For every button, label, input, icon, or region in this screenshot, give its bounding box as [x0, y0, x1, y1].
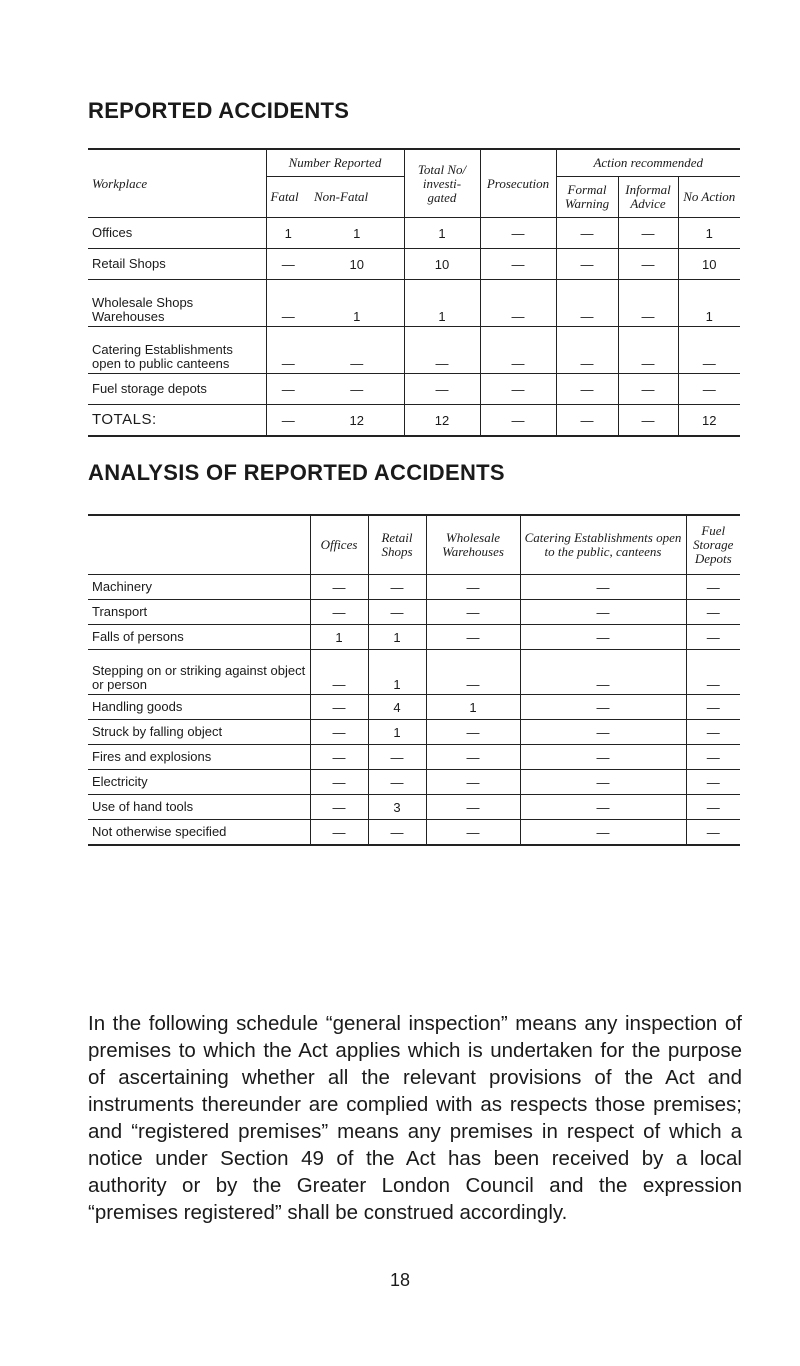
- cell-offices: —: [310, 745, 368, 770]
- cell-wholesale: 1: [426, 695, 520, 720]
- cell-non-fatal: 1: [310, 218, 404, 249]
- cell-retail: —: [368, 745, 426, 770]
- cell-catering: —: [520, 770, 686, 795]
- row-label: Wholesale Shops Warehouses: [88, 280, 266, 327]
- table-row: [88, 820, 740, 846]
- reported-accidents-table: [88, 148, 740, 437]
- cell-prosecution: —: [480, 405, 556, 437]
- table-header-row: [88, 515, 740, 575]
- cell-prosecution: —: [480, 327, 556, 374]
- cell-retail: 4: [368, 695, 426, 720]
- row-label: Fires and explosions: [88, 745, 310, 770]
- cell-prosecution: —: [480, 249, 556, 280]
- row-label: Not otherwise specified: [88, 820, 310, 846]
- cell-informal-advice: —: [618, 374, 678, 405]
- table-row: [88, 720, 740, 745]
- table-row: [88, 218, 740, 249]
- cell-catering: —: [520, 820, 686, 846]
- cell-informal-advice: —: [618, 218, 678, 249]
- cell-retail: 1: [368, 720, 426, 745]
- table-row: [88, 374, 740, 405]
- cell-offices: —: [310, 720, 368, 745]
- table-row: [88, 327, 740, 374]
- analysis-table: [88, 514, 740, 846]
- cell-offices: —: [310, 695, 368, 720]
- col-header-workplace: Workplace: [88, 149, 266, 218]
- col-header-no-action: No Action: [678, 177, 740, 218]
- row-label: Machinery: [88, 575, 310, 600]
- table-row: [88, 745, 740, 770]
- cell-wholesale: —: [426, 600, 520, 625]
- col-header-action-recommended: Action recommended: [556, 149, 740, 177]
- cell-offices: —: [310, 600, 368, 625]
- cell-fuel: —: [686, 575, 740, 600]
- cell-wholesale: —: [426, 625, 520, 650]
- cell-wholesale: —: [426, 575, 520, 600]
- cell-wholesale: —: [426, 745, 520, 770]
- cell-fatal: 1: [266, 218, 310, 249]
- cell-catering: —: [520, 720, 686, 745]
- cell-catering: —: [520, 695, 686, 720]
- col-header-informal-advice: Informal Advice: [618, 177, 678, 218]
- table-row: [88, 575, 740, 600]
- row-label: Stepping on or striking against object or person: [88, 650, 310, 695]
- col-header-retail-shops: Retail Shops: [368, 515, 426, 575]
- cell-no-action: 1: [678, 218, 740, 249]
- col-header-fuel-storage: Fuel Storage Depots: [686, 515, 740, 575]
- table-header-row: [88, 149, 740, 177]
- cell-catering: —: [520, 795, 686, 820]
- cell-no-action: —: [678, 374, 740, 405]
- cell-offices: —: [310, 575, 368, 600]
- cell-wholesale: —: [426, 795, 520, 820]
- cell-prosecution: —: [480, 374, 556, 405]
- cell-non-fatal: 12: [310, 405, 404, 437]
- cell-retail: 1: [368, 625, 426, 650]
- cell-wholesale: —: [426, 770, 520, 795]
- col-header-wholesale-warehouses: Wholesale Warehouses: [426, 515, 520, 575]
- table-row: [88, 795, 740, 820]
- row-label: Falls of persons: [88, 625, 310, 650]
- cell-offices: —: [310, 770, 368, 795]
- cell-retail: —: [368, 575, 426, 600]
- cell-fuel: —: [686, 820, 740, 846]
- table-row: [88, 695, 740, 720]
- cell-formal-warning: —: [556, 218, 618, 249]
- cell-informal-advice: —: [618, 327, 678, 374]
- cell-catering: —: [520, 745, 686, 770]
- cell-no-action: —: [678, 327, 740, 374]
- cell-prosecution: —: [480, 218, 556, 249]
- table-row: [88, 280, 740, 327]
- cell-offices: —: [310, 650, 368, 695]
- cell-retail: 1: [368, 650, 426, 695]
- row-label: Handling goods: [88, 695, 310, 720]
- cell-total: 12: [404, 405, 480, 437]
- row-label: Use of hand tools: [88, 795, 310, 820]
- cell-retail: —: [368, 770, 426, 795]
- cell-non-fatal: —: [310, 327, 404, 374]
- col-header-number-reported: Number Reported: [266, 149, 404, 177]
- col-header-blank: [88, 515, 310, 575]
- cell-no-action: 1: [678, 280, 740, 327]
- cell-fatal: —: [266, 405, 310, 437]
- cell-retail: —: [368, 600, 426, 625]
- cell-fuel: —: [686, 695, 740, 720]
- cell-offices: 1: [310, 625, 368, 650]
- cell-wholesale: —: [426, 650, 520, 695]
- cell-no-action: 12: [678, 405, 740, 437]
- col-header-fatal: Fatal: [266, 177, 310, 218]
- cell-formal-warning: —: [556, 280, 618, 327]
- cell-total: —: [404, 374, 480, 405]
- cell-catering: —: [520, 650, 686, 695]
- cell-total: 1: [404, 218, 480, 249]
- row-label: Electricity: [88, 770, 310, 795]
- cell-informal-advice: —: [618, 249, 678, 280]
- cell-non-fatal: —: [310, 374, 404, 405]
- cell-fatal: —: [266, 249, 310, 280]
- cell-catering: —: [520, 575, 686, 600]
- cell-fuel: —: [686, 745, 740, 770]
- cell-formal-warning: —: [556, 327, 618, 374]
- cell-prosecution: —: [480, 280, 556, 327]
- row-label: Transport: [88, 600, 310, 625]
- row-label: Fuel storage depots: [88, 374, 266, 405]
- row-label: TOTALS:: [88, 405, 266, 437]
- table-row: [88, 625, 740, 650]
- table-row: [88, 650, 740, 695]
- cell-fuel: —: [686, 795, 740, 820]
- col-header-formal-warning: Formal Warning: [556, 177, 618, 218]
- cell-offices: —: [310, 795, 368, 820]
- totals-row: [88, 405, 740, 437]
- cell-fuel: —: [686, 770, 740, 795]
- cell-total: 10: [404, 249, 480, 280]
- row-label: Offices: [88, 218, 266, 249]
- cell-formal-warning: —: [556, 374, 618, 405]
- col-header-non-fatal: Non-Fatal: [310, 177, 404, 218]
- col-header-total-investigated: Total No/ investi- gated: [404, 149, 480, 218]
- cell-fatal: —: [266, 374, 310, 405]
- cell-retail: 3: [368, 795, 426, 820]
- cell-formal-warning: —: [556, 249, 618, 280]
- cell-total: —: [404, 327, 480, 374]
- cell-non-fatal: 1: [310, 280, 404, 327]
- page-title: REPORTED ACCIDENTS: [88, 98, 350, 123]
- cell-fatal: —: [266, 327, 310, 374]
- cell-fuel: —: [686, 720, 740, 745]
- cell-wholesale: —: [426, 720, 520, 745]
- section-title: ANALYSIS OF REPORTED ACCIDENTS: [88, 460, 505, 485]
- cell-retail: —: [368, 820, 426, 846]
- table-row: [88, 770, 740, 795]
- table-row: [88, 600, 740, 625]
- cell-no-action: 10: [678, 249, 740, 280]
- cell-formal-warning: —: [556, 405, 618, 437]
- cell-total: 1: [404, 280, 480, 327]
- cell-offices: —: [310, 820, 368, 846]
- cell-catering: —: [520, 625, 686, 650]
- cell-fuel: —: [686, 650, 740, 695]
- cell-fatal: —: [266, 280, 310, 327]
- page-number: 18: [389, 1270, 411, 1290]
- cell-informal-advice: —: [618, 280, 678, 327]
- cell-wholesale: —: [426, 820, 520, 846]
- col-header-catering: Catering Establishments open to the public, canteens: [520, 515, 686, 575]
- cell-fuel: —: [686, 625, 740, 650]
- col-header-prosecution: Prosecution: [480, 149, 556, 218]
- cell-catering: —: [520, 600, 686, 625]
- definition-paragraph: In the following schedule “general inspection” means any inspection of premises to which the Act applies which is undertaken for the purpose of ascertaining whether all the relevant provisions of the Act and instruments thereunder are complied with as respects those premises; and “registered premises” means any premises in respect of which a notice under Section 49 of the Act has been received by a local authority or by the Greater London Council and the expression “premises registered” shall be construed accordingly.: [88, 1012, 742, 1224]
- row-label: Struck by falling object: [88, 720, 310, 745]
- row-label: Retail Shops: [88, 249, 266, 280]
- col-header-offices: Offices: [310, 515, 368, 575]
- row-label: Catering Establishments open to public canteens: [88, 327, 266, 374]
- table-row: [88, 249, 740, 280]
- cell-fuel: —: [686, 600, 740, 625]
- cell-non-fatal: 10: [310, 249, 404, 280]
- cell-informal-advice: —: [618, 405, 678, 437]
